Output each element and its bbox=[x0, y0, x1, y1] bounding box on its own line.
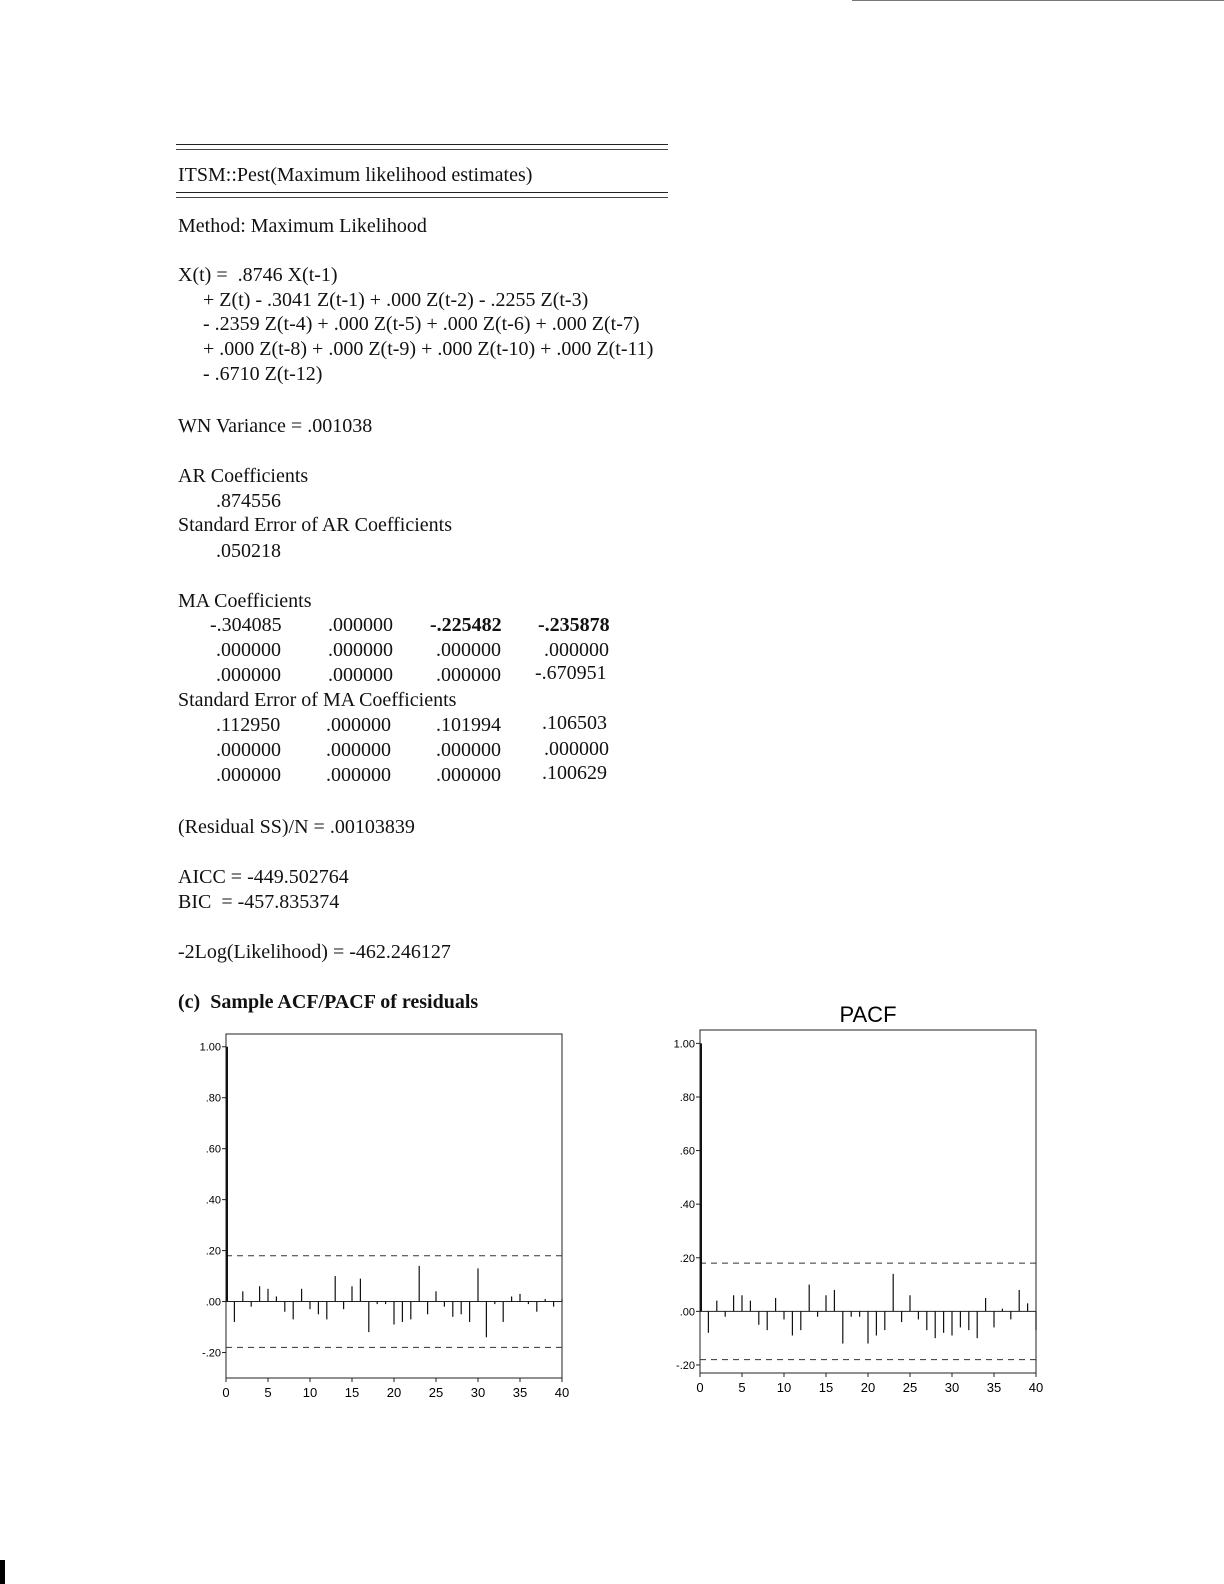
scan-edge-line bbox=[852, 0, 1224, 1]
acf-xtick-label: 5 bbox=[264, 1385, 272, 1400]
equation-line-2: + Z(t) - .3041 Z(t-1) + .000 Z(t-2) - .2255 Z(t-3) bbox=[203, 289, 589, 311]
equation-line-3: - .2359 Z(t-4) + .000 Z(t-5) + .000 Z(t-6) + .000 Z(t-7) bbox=[203, 313, 640, 335]
ma-se-heading: Standard Error of MA Coefficients bbox=[178, 689, 457, 711]
acf-ytick-label: .20 bbox=[205, 1245, 221, 1258]
pacf-ytick-label: .00 bbox=[679, 1306, 695, 1319]
ma-se-r3c4: .100629 bbox=[542, 762, 607, 784]
pacf-chart bbox=[655, 996, 1055, 1395]
residual-ss: (Residual SS)/N = .00103839 bbox=[178, 816, 415, 838]
acf-ytick-label: .00 bbox=[205, 1296, 221, 1309]
scan-edge-mark bbox=[0, 1560, 5, 1584]
ma-se-r2c1: .000000 bbox=[216, 739, 281, 761]
acf-chart bbox=[180, 1028, 580, 1408]
pacf-ytick-label: -.20 bbox=[676, 1359, 695, 1372]
acf-xtick-label: 25 bbox=[428, 1385, 444, 1400]
header-rule-top-2 bbox=[176, 149, 668, 150]
ma-coef-r1c2: .000000 bbox=[328, 614, 393, 636]
acf-xtick-label: 20 bbox=[386, 1385, 402, 1400]
pacf-xtick-label: 40 bbox=[1028, 1380, 1044, 1395]
pacf-xtick-label: 0 bbox=[696, 1380, 704, 1395]
acf-ytick-label: -.20 bbox=[202, 1347, 221, 1360]
pacf-xtick-label: 15 bbox=[818, 1380, 834, 1395]
ma-coef-r2c4: .000000 bbox=[544, 639, 609, 661]
ma-coef-r1c3: -.225482 bbox=[430, 614, 502, 636]
ar-coefficient-value: .874556 bbox=[216, 490, 281, 512]
ma-se-r1c4: .106503 bbox=[542, 712, 607, 734]
pacf-xtick-label: 20 bbox=[860, 1380, 876, 1395]
ma-coef-r3c2: .000000 bbox=[328, 664, 393, 686]
ma-se-r3c2: .000000 bbox=[326, 764, 391, 786]
acf-xtick-label: 30 bbox=[470, 1385, 486, 1400]
equation-line-4: + .000 Z(t-8) + .000 Z(t-9) + .000 Z(t-10) + .000 Z(t-11) bbox=[203, 338, 654, 360]
ar-coefficients-heading: AR Coefficients bbox=[178, 465, 309, 487]
output-title: ITSM::Pest(Maximum likelihood estimates) bbox=[178, 164, 533, 186]
ar-se-heading: Standard Error of AR Coefficients bbox=[178, 514, 453, 536]
acf-xtick-label: 35 bbox=[512, 1385, 528, 1400]
pacf-ytick-label: .60 bbox=[679, 1145, 695, 1158]
wn-variance: WN Variance = .001038 bbox=[178, 415, 373, 437]
pacf-xtick-label: 10 bbox=[776, 1380, 792, 1395]
ma-se-r1c2: .000000 bbox=[326, 714, 391, 736]
acf-ytick-label: .60 bbox=[205, 1143, 221, 1156]
aicc-value: AICC = -449.502764 bbox=[178, 866, 349, 888]
pacf-xtick-label: 30 bbox=[944, 1380, 960, 1395]
equation-line-1: X(t) = .8746 X(t-1) bbox=[178, 264, 338, 286]
ma-se-r3c3: .000000 bbox=[436, 764, 501, 786]
ma-se-r2c3: .000000 bbox=[436, 739, 501, 761]
acf-plot-frame bbox=[226, 1034, 562, 1378]
ma-coef-r2c1: .000000 bbox=[216, 639, 281, 661]
equation-line-5: - .6710 Z(t-12) bbox=[203, 363, 323, 385]
bic-value: BIC = -457.835374 bbox=[178, 891, 340, 913]
ar-se-value: .050218 bbox=[216, 540, 281, 562]
method-line: Method: Maximum Likelihood bbox=[178, 215, 427, 237]
acf-xtick-label: 0 bbox=[222, 1385, 230, 1400]
acf-xtick-label: 10 bbox=[302, 1385, 318, 1400]
neg2-loglik: -2Log(Likelihood) = -462.246127 bbox=[178, 941, 451, 963]
ma-coef-r2c2: .000000 bbox=[328, 639, 393, 661]
pacf-ytick-label: .20 bbox=[679, 1252, 695, 1265]
ma-se-r2c2: .000000 bbox=[326, 739, 391, 761]
acf-ytick-label: 1.00 bbox=[199, 1041, 221, 1054]
acf-ytick-label: .80 bbox=[205, 1092, 221, 1105]
ma-coef-r2c3: .000000 bbox=[436, 639, 501, 661]
ma-se-r1c3: .101994 bbox=[436, 714, 501, 736]
section-c-heading: (c) Sample ACF/PACF of residuals bbox=[178, 991, 479, 1013]
header-rule-bottom-2 bbox=[176, 197, 668, 198]
ma-coef-r3c4: -.670951 bbox=[535, 662, 607, 684]
ma-se-r3c1: .000000 bbox=[216, 764, 281, 786]
header-rule-bottom-1 bbox=[176, 192, 668, 193]
acf-ytick-label: .40 bbox=[205, 1194, 221, 1207]
pacf-title: PACF bbox=[839, 1002, 897, 1027]
acf-xtick-label: 15 bbox=[344, 1385, 360, 1400]
ma-se-r2c4: .000000 bbox=[544, 738, 609, 760]
pacf-ytick-label: .40 bbox=[679, 1199, 695, 1212]
ma-coef-r3c3: .000000 bbox=[436, 664, 501, 686]
pacf-xtick-label: 25 bbox=[902, 1380, 918, 1395]
ma-coef-r1c4: -.235878 bbox=[538, 614, 610, 636]
ma-coefficients-heading: MA Coefficients bbox=[178, 590, 312, 612]
pacf-xtick-label: 5 bbox=[738, 1380, 746, 1395]
pacf-xtick-label: 35 bbox=[986, 1380, 1002, 1395]
ma-se-r1c1: .112950 bbox=[216, 714, 281, 736]
pacf-ytick-label: 1.00 bbox=[673, 1038, 695, 1051]
header-rule-top-1 bbox=[176, 144, 668, 145]
pacf-ytick-label: .80 bbox=[679, 1091, 695, 1104]
ma-coef-r1c1: -.304085 bbox=[210, 614, 282, 636]
ma-coef-r3c1: .000000 bbox=[216, 664, 281, 686]
acf-xtick-label: 40 bbox=[554, 1385, 570, 1400]
